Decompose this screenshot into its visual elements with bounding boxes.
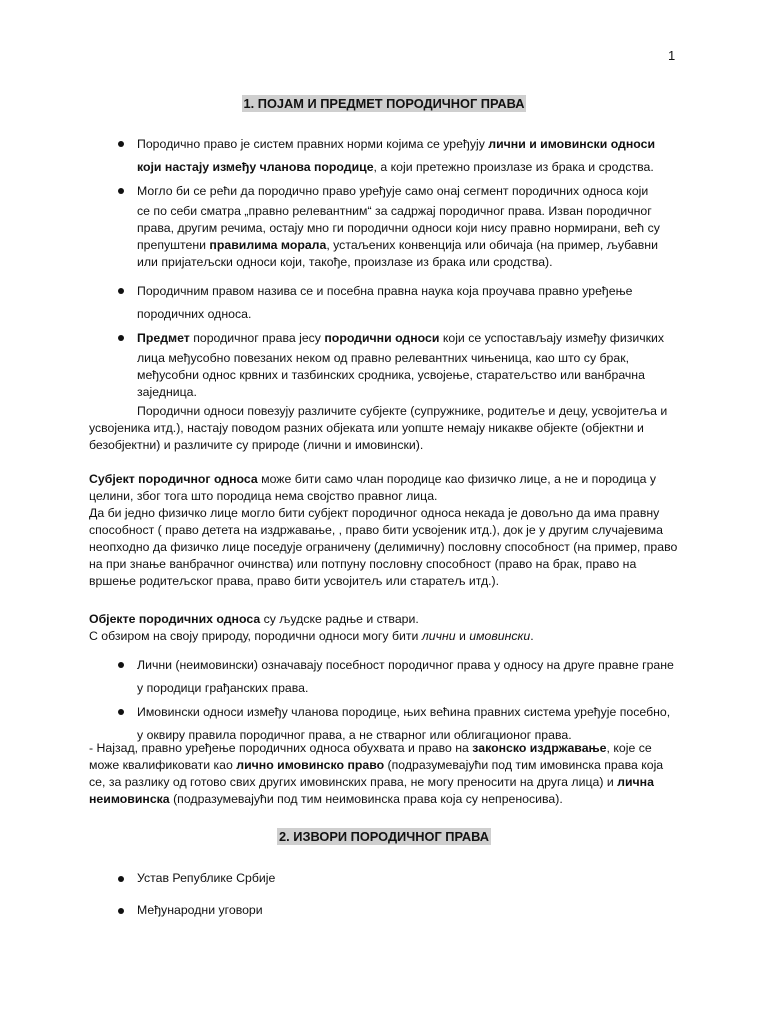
italic-text: имовински	[469, 629, 531, 643]
bullet-moral	[137, 180, 679, 271]
bullet-icon	[118, 908, 124, 914]
bullet-icon	[118, 141, 124, 147]
objects-paragraph	[89, 611, 681, 645]
bold-text: лична неимовинска	[89, 775, 654, 806]
bullet-subject-matter	[137, 327, 679, 401]
section-1-heading-text: 1. ПОЈАМ И ПРЕДМЕТ ПОРОДИЧНОГ ПРАВА	[243, 96, 525, 111]
bullet-icon	[118, 188, 124, 194]
bold-text: лично имовинско право	[236, 758, 385, 772]
bullet-personal: Лични (неимовински) означавају посебност породичног права у односу на друге правне гране у породици грађанских права.	[137, 658, 674, 695]
text: Могло би се рећи да породично право уређује само онај сегмент породичних односа који	[137, 184, 649, 198]
text: - Најзад, правно уређење породичних односа обухвата и право на	[89, 741, 473, 755]
page-number: 1	[668, 48, 676, 63]
text: Породично право је систем правних норми којима се уређују	[137, 137, 489, 151]
text: лица међусобно повезаних неком од правно релевантних чињеница, као што су брак, међусобни однос крвних и тазбинских сродника, усвојење, старатељство или ванбрачна заједница.	[137, 351, 645, 399]
text: су људске радње и ствари.	[260, 612, 419, 626]
section-2-heading	[0, 828, 768, 845]
text: , а који претежно произлазе из брака и сродства.	[373, 160, 654, 174]
bullet-icon	[118, 876, 124, 882]
text: породичног права јесу	[189, 331, 325, 345]
bullet-definition	[137, 133, 679, 179]
bold-text: лични и имовински односи који настају између чланова породице	[137, 137, 656, 174]
section-1-heading	[0, 95, 768, 112]
bold-text: Објекте породичних односа	[89, 612, 261, 626]
text: и	[455, 629, 470, 643]
text: С обзиром на своју природу, породични односи могу бити	[89, 629, 422, 643]
text: (подразумевајући под тим неимовинска права која су непреносива).	[169, 792, 563, 806]
bold-text: законско издржавање	[472, 741, 607, 755]
italic-text: лични	[421, 629, 456, 643]
bold-text: Субјект породичног односа	[89, 472, 258, 486]
source-item: Међународни уговори	[137, 903, 263, 917]
source-item: Устав Републике Србије	[137, 871, 276, 885]
bullet-icon	[118, 709, 124, 715]
text: Да би једно физичко лице могло бити субјект породичног односа некада је довољно да има правну способност ( право детета на издржавање, , право бити усвојеник итд.), док је у другим случајевима неопходно да физичко лице поседује ограничену (делимичну) пословну способност (на пример, право на при знање ванбрачног очинства) или потпуну пословну способност (право на брак, право на вршење родитељског права, право бити усвојитељ или старатељ итд.).	[89, 506, 678, 588]
text: (подразумевајући под тим имовинска права која се, за разлику од готово свих других имовинских права, не могу преносити на друга лица) и	[89, 758, 664, 789]
bullet-science: Породичним правом назива се и посебна правна наука која проучава правно уређење породичних односа.	[137, 284, 633, 321]
bold-text: Предмет	[137, 331, 190, 345]
bold-text: породични односи	[324, 331, 440, 345]
finally-paragraph	[89, 740, 681, 808]
subject-paragraph	[89, 471, 681, 590]
text: , устаљених конвенција или обичаја (на пример, љубавни или пријатељски односи који, такође, произлазе из брака или сродства).	[137, 238, 658, 269]
text: може бити само члан породице као физичко лице, а не и породица у целини, због тога што породица нема својство правног лица.	[89, 472, 657, 503]
bullet-icon	[118, 335, 124, 341]
text: , које се може квалификовати као	[89, 741, 652, 772]
relations-paragraph: Породични односи повезују различите субјекте (супружнике, родитеље и децу, усвојитеља и усвојеника итд.), настају поводом разних објеката или уопште немају никакве објекте (објектни и безобјектни) и различите су природе (лични и имовински).	[89, 404, 668, 452]
text: се по себи сматра „правно релевантним“ за садржај породичног права. Изван породичног права, другим речима, остају мно ги породични односи који нису правно нормирани, већ су препуштени	[137, 204, 660, 252]
bold-text: правилима морала	[209, 238, 327, 252]
bullet-icon	[118, 288, 124, 294]
text: .	[530, 629, 534, 643]
bullet-property: Имовински односи између чланова породице, њих већина правних система уређује посебно, у оквиру правила породичног права, а не стварног или облигационог права.	[137, 705, 671, 742]
bullet-icon	[118, 662, 124, 668]
section-2-heading-text: 2. ИЗВОРИ ПОРОДИЧНОГ ПРАВА	[279, 829, 489, 844]
text: који се успостављају између физичких	[439, 331, 665, 345]
